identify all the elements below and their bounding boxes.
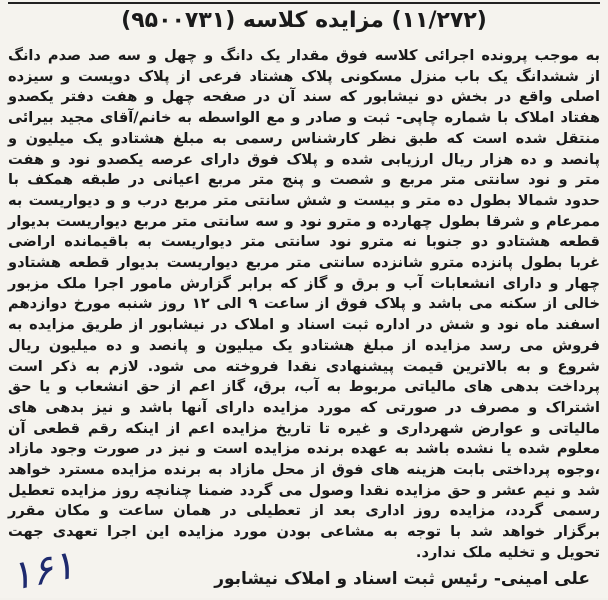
notice-signature: علی امینی- رئیس ثبت اسناد و املاک نیشابور — [214, 569, 590, 589]
handwritten-number: ۱۶۱ — [5, 541, 79, 600]
notice-body: به موجب پرونده اجرائی کلاسه فوق مقدار یک دانگ و چهل و سه صد صدم دانگ از ششدانگ یک باب منزل مسکونی پلاک هشتاد فرعی از پلاک دویست و سیزده اصلی واقع در بخش دو نیشابور که سند آن در صفحه چهل و هفت دفتر یکصدو هفتاد املاک با شماره چاپی- ثبت و صادر و مع الواسطه به خانم/آقای مجید بیرائی منتقل شده است که طبق نظر کارشناس رسمی به مبلغ هشتادو یک میلیون و پانصد و ده هزار ریال ارزیابی شده و پلاک فوق دارای عرصه یکصدو نود و هفت متر و نود سانتی متر مربع و شصت و پنج متر مربع اعیانی در طبقه همکف با حدود شمالا بطول ده متر و بیست و شش سانتی متر مربع درب و و دیواریست به ممرعام و شرقا بطول چهارده و مترو نود و سه سانتی متر مربع دیواریست بدیوار قطعه هشتادو دو جنوبا نه مترو نود سانتی متر دیواریست به باقیمانده اراضی غربا بطول پانزده مترو شانزده سانتی متر مربع دیواریست بدیوار قطعه هشتادو چهار و دارای انشعابات آب و برق و گاز که برابر گزارش مامور اجرا ملک مزبور خالی از سکنه می باشد و پلاک فوق از ساعت ۹ الی ۱۲ روز شنبه مورخ دوازدهم اسفند ماه نود و شش در اداره ثبت اسناد و املاک در نیشابور از طریق مزایده به فروش می رسد مزایده از مبلغ هشتادو یک میلیون و پانصد و ده میلیون ریال شروع و به بالاترین قیمت پیشنهادی نقدا فروخته می شود. لازم به ذکر است پرداخت بدهی های مالیاتی مربوط به آب، برق، گاز اعم از حق انشعاب و یا حق اشتراک و مصرف در صورتی که مورد مزایده دارای آنها باشد و نیز بدهی های مالیاتی و عوارض شهرداری و غیره تا تاریخ مزایده اعم از اینکه رقم قطعی آن معلوم شده یا نشده باشد به عهده برنده مزایده است و نیز در صورت وجود مازاد ،وجوه پرداختی بابت هزینه های فوق از محل مازاد به برنده مزایده مسترد خواهد شد و نیم عشر و حق مزایده نقدا وصول می گردد ضمنا چنانچه روز مزایده تعطیل رسمی گردد، مزایده روز اداری بعد از تعطیلی در همان ساعت و مکان مقرر برگزار خواهد شد با توجه به مشاعی بودن مورد مزایده این اجرا تعهدی جهت تحویل و تخلیه ملک ندارد. — [8, 47, 601, 561]
notice-title: (۱۱/۲۷۲) مزایده کلاسه (۹۵۰۰۷۳۱) — [121, 8, 487, 33]
